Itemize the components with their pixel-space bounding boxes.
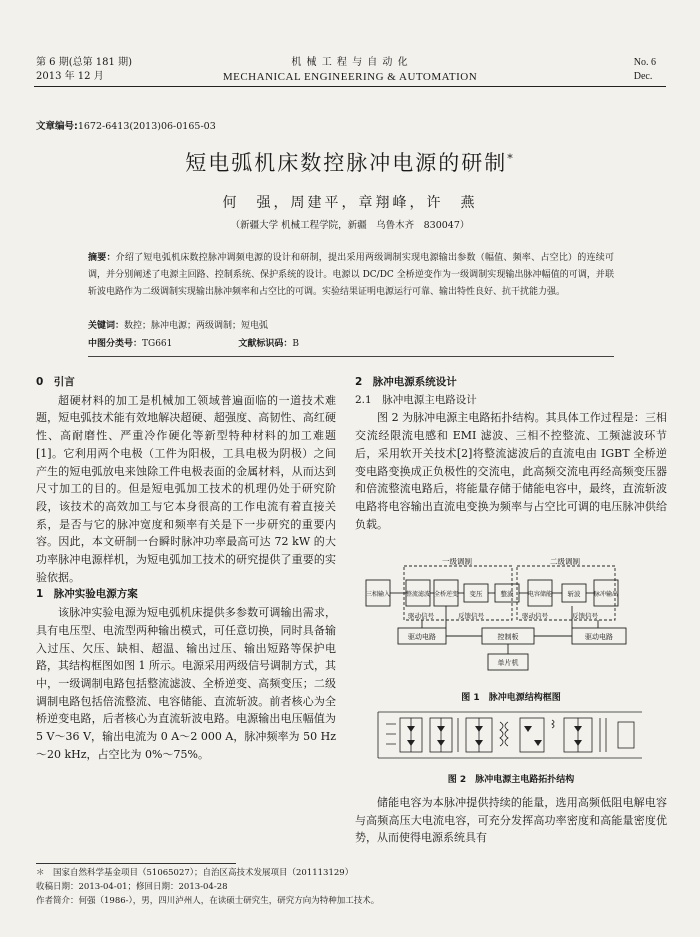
paper-title-text: 短电弧机床数控脉冲电源的研制 (185, 151, 508, 175)
paper-title (0, 147, 700, 177)
issue-date: 2013 年 12 月 (36, 71, 104, 82)
right-column-bottom (355, 794, 667, 847)
journal-name-en: MECHANICAL ENGINEERING & AUTOMATION (222, 71, 478, 83)
block-chopper: 斩波 (567, 590, 581, 598)
abstract (88, 250, 614, 301)
article-number (36, 118, 216, 132)
control-board: 控制板 (497, 633, 519, 641)
article-number-label: 文章编号: (36, 121, 78, 132)
block-full-bridge: 全桥逆变 (433, 591, 459, 598)
drive-circuit-right: 驱动电路 (585, 633, 613, 641)
clc-label: 中图分类号： (88, 339, 143, 349)
keywords (88, 318, 268, 331)
issue-number: 第 6 期(总第 181 期) (36, 57, 132, 68)
figure-1-block-diagram (362, 558, 662, 684)
drive-signal-2: 驱动信号 (522, 612, 548, 620)
abstract-label: 摘要： (88, 253, 116, 263)
abstract-separator (88, 356, 614, 357)
header-journal (200, 56, 500, 84)
classification (88, 336, 299, 349)
drive-circuit-left: 驱动电路 (408, 633, 436, 641)
doc-code-value: B (292, 339, 300, 349)
stage-2-label: 二级调制 (550, 558, 580, 566)
drive-signal-1: 驱动信号 (408, 612, 434, 620)
header-rule (34, 86, 666, 87)
footnote-rule (36, 863, 236, 864)
block-three-phase-input: 三相输入 (365, 591, 391, 598)
block-capacitor-storage: 电容储能 (527, 591, 553, 598)
block-transformer: 变压 (469, 590, 483, 598)
journal-name-cn: 机 械 工 程 与 自 动 化 (291, 57, 409, 68)
authors: 何 强，周建平，章翔峰，许 燕 (222, 195, 478, 211)
issue-month-en: Dec. (633, 71, 653, 82)
section-0-paragraph: 超硬材料的加工是机械加工领域普遍面临的一道技术难题，短电弧技术能有效地解决超硬、超强度、高韧性、高红硬性、高耐磨性、严重冷作硬化等新型特种材料的加工难题[1]。它利用两个电极（工件为阳极，工具电极为阴极）之间产生的短电弧放电来蚀除工件电极表面的金属材料，从而达到尺寸加工的目的。但是短电弧加工技术的机理仍处于研究阶段，该技术的高效加工与它本身很高的工作电流有着直接关系，是否与它的脉冲宽度和频率有关是下一步研究的重要内容。因此，本文研制一台瞬时脉冲功率最高可达 72 kW 的大功率脉冲电源样机，为短电弧加工技术的研究提供了重要的实验依据。 (36, 393, 336, 584)
right-column-top (355, 374, 667, 533)
section-2-1-heading: 2.1 脉冲电源主电路设计 (355, 393, 477, 406)
footnote-author-bio: 作者简介：何强（1986-），男，四川泸州人，在读硕士研究生，研究方向为特种加工技术。 (36, 896, 380, 906)
section-2-1-paragraph-2: 储能电容为本脉冲提供持续的能量，选用高频低阻电解电容与高频高压大电流电容，可充分发挥高功率密度和高能量密度优势，从而使得电源系统具有 (355, 796, 667, 845)
issue-no-en: No. 6 (633, 57, 656, 68)
affiliation: （新疆大学 机械工程学院，新疆 乌鲁木齐 830047） (230, 220, 470, 231)
doc-code-label: 文献标识码： (238, 339, 293, 349)
section-2-heading: 2 脉冲电源系统设计 (355, 376, 457, 388)
section-1-heading: 1 脉冲实验电源方案 (36, 588, 138, 601)
keywords-text: 数控；脉冲电源；两级调制；短电弧 (124, 321, 269, 331)
header-issue (36, 56, 132, 84)
block-pulse-output: 脉冲输出 (593, 591, 619, 598)
clc-value: TG661 (142, 339, 173, 349)
stage-1-label: 一级调制 (442, 558, 472, 566)
feedback-signal-2: 反馈信号 (572, 612, 598, 620)
figure-2-caption: 图 2 脉冲电源主电路拓扑结构 (447, 775, 575, 785)
section-0-heading: 0 引言 (36, 376, 75, 388)
keywords-label: 关键词： (88, 321, 125, 331)
article-number-value: 1672-6413(2013)06-0165-03 (77, 121, 216, 132)
figure-2-circuit-topology (374, 704, 646, 766)
section-2-1-paragraph: 图 2 为脉冲电源主电路拓扑结构。其具体工作过程是：三相交流经限流电感和 EMI 滤波、三相不控整流、工频滤波环节后，采用软开关技术[2]将整流滤波后的直流电由 IGBT 全桥逆变电路变换成正负极性的交流电，此高频交流电再经高频变压器和倍流整流电路后，将能量存储于储能电容中，最终，直流斩波电路将电容输出直流电变换为频率与占空比可调的电压脉冲供给负载。 (355, 411, 667, 531)
header-no (634, 56, 656, 84)
abstract-text: 介绍了短电弧机床数控脉冲调频电源的设计和研制，提出采用两级调制实现电源输出参数（幅值、频率、占空比）的连续可调，并分别阐述了电源主回路、控制系统、保护系统的设计。电源以 DC/DC 全桥逆变作为一级调制实现输出脉冲幅值的可调，并联斩波电路作为二级调制实现输出脉冲频率和占空比的可调。实验结果证明电源运行可靠、输出特性良好、抗干扰能力强。 (88, 253, 614, 297)
title-footnote-mark: * (507, 152, 515, 165)
footnote-fund: ＊ 国家自然科学基金项目（51065027）；自治区高技术发展项目（201113129） (36, 868, 354, 878)
block-rectifier-filter: 整流滤波 (405, 591, 431, 598)
left-column (36, 374, 336, 763)
mcu-block: 单片机 (497, 659, 519, 667)
block-rectify: 整流 (500, 590, 514, 598)
footnote-dates: 收稿日期：2013-04-01；修回日期：2013-04-28 (36, 882, 228, 892)
figure-1-caption: 图 1 脉冲电源结构框图 (461, 693, 561, 703)
feedback-signal-1: 反馈信号 (458, 612, 484, 620)
section-1-paragraph: 该脉冲实验电源为短电弧机床提供多参数可调输出需求，具有电压型、电流型两种输出模式，可任意切换，同时具备输入过压、欠压、缺相、超温、输出过压、输出短路等保护电路，其结构框图如图 1 所示。电源采用两级信号调制方式，其中，一级调制电路包括整流滤波、全桥逆变、高频变压；二级调制电路包括倍流整流、电容储能、直流斩波。前者核心为全桥逆变电路，后者核心为直流斩波电路。电源输出电压幅值为 5 V～36 V，输出电流为 0 A～2 000 A，脉冲频率为 50 Hz～20 kHz，占空比为 0%～75%。 (36, 606, 336, 761)
